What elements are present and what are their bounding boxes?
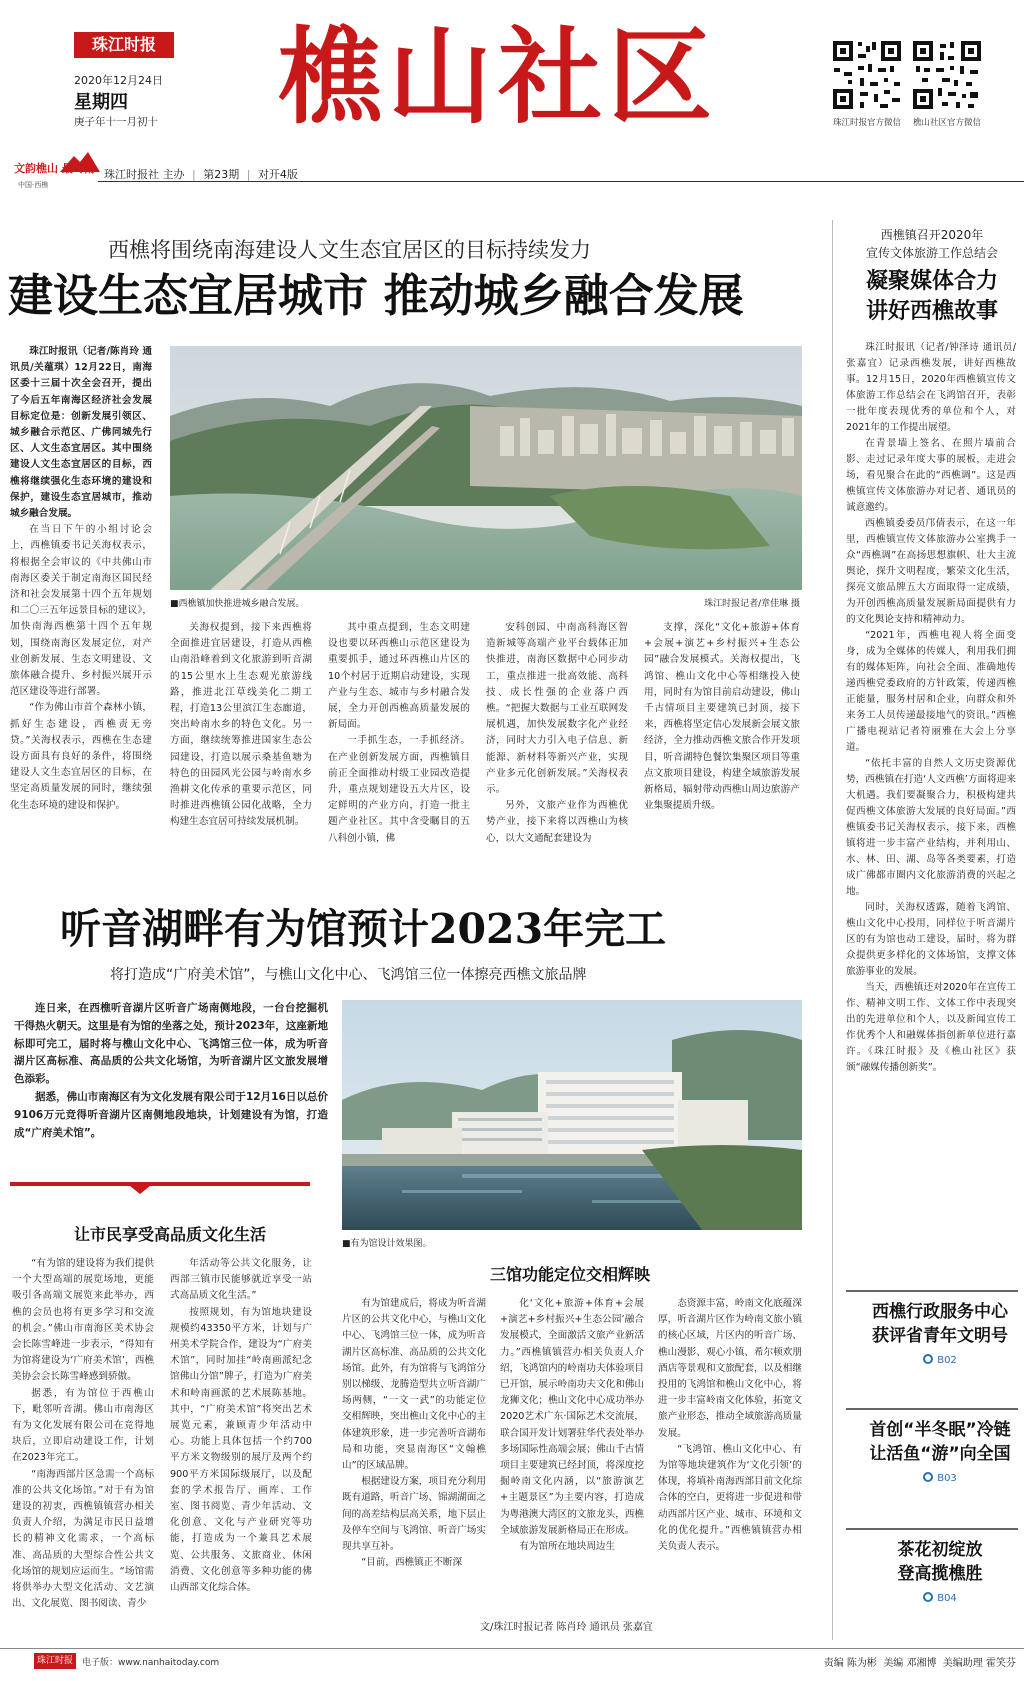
paragraph: 连日来，在西樵听音湖片区听音广场南侧地段，一台台挖掘机干得热火朝天。这里是有为馆的坐落之处，预计2023年，这座新地标即可完工，届时将与樵山文化中心、飞鸿馆三位一体，成为听音湖片区高标准、高品质的公共文化场馆，为听音湖片区文旅发展增色添彩。 [14, 1002, 328, 1086]
section-divider-icon [10, 1176, 310, 1194]
sidebar-kicker [846, 226, 1018, 262]
brief-page-number: B03 [937, 1473, 957, 1484]
article1-body-col2 [170, 620, 312, 850]
paragraph: 根据建设方案，项目充分利用既有道路，听音广场、锦湖湖面之间的高差结构层高关系，地下层止及停车空间与飞鸿馆、听音广场实现共享互补。 [342, 1476, 486, 1553]
qr-code-icon [830, 38, 904, 112]
footer-credits: 责编 陈为彬 美编 邓湘博 美编助理 霍笑芬 [823, 1658, 1016, 1669]
article1-kicker: 西樵将围绕南海建设人文生态宜居区的目标持续发力 [108, 238, 591, 262]
play-icon [923, 1472, 933, 1482]
brief-item[interactable] [862, 1300, 1018, 1366]
sidebar-kicker-line: 宣传文体旅游工作总结会 [865, 246, 998, 260]
sidebar-headline-line: 凝聚媒体合力 [865, 268, 998, 294]
paragraph: 态资源丰富，岭南文化底蕴深厚，听音湖片区作为岭南文旅小镇的核心区域，片区内的听音广场、樵山漫影、观心小镇、希尔顿欢朋酒店等景观和文旅配套，以及相继投用的飞鸿馆和樵山文化中心，将进一步丰富岭南文化体验，拓宽文旅产业形态，推动全域旅游高质量发展。 [658, 1298, 802, 1439]
qr-code-icon [910, 38, 984, 112]
sub1-body-col2 [170, 1256, 312, 1632]
brief-title-line: 获评省青年文明号 [872, 1326, 1008, 1346]
brief-item[interactable] [862, 1538, 1018, 1604]
sub2-body-col1 [342, 1296, 486, 1616]
sub1-title: 让市民享受高品质文化生活 [73, 1225, 266, 1244]
brand-slogan: 文韵樵山 最岭南 [14, 162, 95, 175]
footer-logo: 珠江时报 [34, 1653, 76, 1669]
paragraph: “目前，西樵镇正不断深 [361, 1557, 463, 1569]
paragraph: 按照规划，有为馆地块建设规模约43350平方米，计划与广州美术学院合作，建设为“广府美术馆”，同时加挂“岭南画派纪念馆佛山分馆”牌子，打造为广府美术和岭南画派的艺术展陈基地。其中，“广府美术馆”将突出艺术展览元素，兼顾青少年活动中心。功能上具体包括一个约700平方米文物级别的展厅及两个约900平方米国际级展厅，以及配套的学术报告厅、画库、工作室、图书阅览、青少年活动、文化创意、文化与产业研究等功能，打造成为一个兼具艺术展览、公共服务、文旅商业、休闲消费、文化创意等多种功能的佛山西部文化综合体。 [170, 1306, 312, 1594]
masthead [0, 0, 1024, 158]
sidebar-headline [846, 266, 1018, 326]
paragraph: 有为馆建成后，将成为听音湖片区的公共文化中心，与樵山文化中心、飞鸿馆三位一体，成为听音湖片区高标准、高品质的公共文化场馆。此外，有为馆将与飞鸿馆分别以梯级、龙腾造型共立听音湖广场两侧，“一文一武”的功能定位交相辉映，突出樵山文化中心的主体建筑形象，进一步完善听音湖布局和功能，突显南海区“文翰樵山”的区域品牌。 [342, 1298, 486, 1472]
paragraph: 在青景墙上签名、在照片墙前合影、走过记录年度大事的展板，走进会场，看见聚合在此的“西樵调”。这是西樵镇宣传文体旅游办对记者、通讯员的诚意邀约。 [846, 438, 1016, 513]
paragraph: 关海权提到，接下来西樵将全面推进宜居建设，打造从西樵山南沿峰着到文化旅游到听音湖的15公里水上生态观光旅游线路，推进北江草线美化二期工程，打造13公里滨江生态廊道，突出岭南水乡的特色文化。另一方面，继续统筹推进国家生态公园建设，打造以展示桑基鱼塘为特色的田园风光公园与岭南水乡渔耕文化传承的重要示范区，同时推进西樵镇公园化战略，全力构建生态宜居可持续发展机制。 [170, 622, 312, 828]
article1-photo-credit: 珠江时报记者/章佳琳 摄 [704, 599, 800, 609]
museum-render-photo [342, 1000, 802, 1230]
paragraph: 当天，西樵镇还对2020年在宣传工作、精神文明工作、文体工作中表现突出的先进单位和个人，以及新闻宣传工作优秀个人和融媒体指创新单位进行嘉许。《珠江时报》及《樵山社区》获颁“融媒传播创新奖”。 [846, 982, 1016, 1073]
brief-title-line: 首创“半冬眠”冷链 [869, 1420, 1011, 1440]
brief-page-link[interactable] [862, 1354, 1018, 1366]
issue-number: 第23期 [203, 168, 240, 181]
sub2-body-col3 [658, 1296, 802, 1616]
play-icon [923, 1592, 933, 1602]
issue-weekday: 星期四 [74, 92, 128, 113]
sidebar-headline-line: 讲好西樵故事 [865, 298, 998, 324]
article2-byline: 文/珠江时报记者 陈肖玲 通讯员 张嘉宜 [480, 1622, 653, 1633]
paragraph: “作为佛山市首个森林小镇，抓好生态建设，西樵责无旁贷。”关海权表示，西樵在生态建设方面具有良好的条件，将围绕建设人文生态宜居区的目标，在坚定高质量发展的同时，继续强化生态环境的建设和保护。 [10, 702, 152, 811]
brief-title [862, 1538, 1018, 1586]
paragraph: 一手抓生态，一手抓经济。在产业创新发展方面，西樵镇目前正全面推动村级工业园改造提升，重点规划建设五大片区，设定鲜明的产业方向，打造一批主题产业社区。其中含受瞩目的五八科创小镇，佛 [328, 735, 470, 844]
brief-divider [846, 1290, 1018, 1292]
article2-lead [14, 1000, 328, 1170]
article2-subhead: 将打造成“广府美术馆”，与樵山文化中心、飞鸿馆三位一体擦亮西樵文旅品牌 [110, 967, 587, 983]
paragraph: 支撑，深化“文化+旅游+体育+会展+演艺+乡村振兴+生态公园”融合发展模式。关海权提出，飞鸿馆、樵山文化中心等相继投入使用，同时有为馆目前启动建设，佛山千古情项目主要建筑已封顶，接下来，西樵将坚定信心发展新会展文旅经济，全力推动西樵文旅合作开发项目，听音湖特色餐饮集聚区项目等重点文旅项目建设，构建全域旅游发展新格局，辐射带动西樵山周边旅游产业集聚提质升级。 [644, 622, 800, 812]
paragraph: “2021年，西樵电视人将全面变身，成为全媒体的传媒人，利用我们拥有的媒体矩阵，向社会全面、准确地传递西樵党委政府的方针政策，传递西樵正能量，服务村居和企业，向群众和外来务工人员传递最接地气的资讯。”西樵广播电视站记者符丽雅在大会上分享道。 [846, 630, 1016, 753]
sub1-body-col1 [12, 1256, 154, 1632]
article2-headline: 听音湖畔有为馆预计2023年完工 [60, 905, 667, 953]
brief-title [862, 1418, 1018, 1466]
sub2-body-col2 [500, 1296, 644, 1616]
sidebar-kicker-line: 西樵镇召开2020年 [880, 228, 984, 242]
sidebar-rule [832, 220, 833, 1640]
brief-title-line: 登高揽樵胜 [897, 1564, 983, 1584]
paragraph: 年活动等公共文化服务，让西部三镇市民能够就近享受一站式高品质文化生活。” [170, 1258, 312, 1302]
paper-logo: 珠江时报 [74, 32, 174, 58]
paragraph: 化‘文化+旅游+体育+会展+演艺+乡村振兴+生态公园’融合发展模式，全面激活文旅产业新活力。”西樵镇镇营办相关负责人介绍，飞鸿馆内的岭南功夫体验项目已开馆，展示岭南功夫文化和佛山龙狮文化；樵山文化中心成功举办2020艺术广东·国际艺术交流展，联合国开发计划署驻华代表处举办多场国际性高端会展；佛山千古情项目主要建筑已经封顶，将深度挖掘岭南文化内涵，以“旅游演艺+主题景区”为主要内容，打造成为粤港澳大湾区的文旅龙头，西樵全域旅游发展新格局正在形成。 [500, 1298, 644, 1536]
qr-caption: 珠江时报官方微信 [832, 118, 901, 128]
paragraph: “飞鸿馆、樵山文化中心、有为馆等地块建筑作为‘文化引领’的体现，将填补南海西部目前文化综合体的空白，更将进一步促进和带动西部片区产业、城市、环境和文化的优化提升。”西樵镇镇营办相关负责人表示。 [658, 1443, 802, 1553]
paragraph: “依托丰富的自然人文历史资源优势，西樵镇在打造‘人文西樵’方面将迎来大机遇。我们要凝聚合力，积极构建共促西樵文体旅游大发展的良好局面。”西樵镇委书记关海权表示，接下来，西樵镇将进一步丰富产业结构，并利用山、水、林、田、湖、岛等各类要素，打造成广佛都市圈内文化旅游消费的兴起之地。 [846, 758, 1016, 897]
paragraph: 在当日下午的小组讨论会上，西樵镇委书记关海权表示，将根据全会审议的《中共佛山市南海区委关于制定南海区国民经济和社会发展第十四个五年规划和二〇三五年远景目标的建议》，加快南海西樵第十四个五年规划，围绕南海区发展定位，对产业创新发展、生态文明建设、文旅体融合提升、乡村振兴展开示范区建设等进行部署。 [10, 524, 152, 698]
brand-logo [14, 150, 98, 198]
brief-page-number: B04 [937, 1593, 957, 1604]
aerial-city-photo [170, 346, 802, 590]
paragraph: “南海西部片区急需一个高标准的公共文化场馆。”对于有为馆建设的初衷，西樵镇镇营办相关负责人介绍，为满足市民日益增长的精神文化需求，一个高标准、高品质的大型综合性公共文化场馆的规划应运而生。“场馆需将供举办大型文化活动、文艺演出、文化展览、图书阅读、青少 [12, 1468, 154, 1610]
brief-page-link[interactable] [862, 1592, 1018, 1604]
paragraph: 据悉，佛山市南海区有为文化发展有限公司于12月16日以总价9106万元竞得听音湖片区南侧地段地块，计划建设有为馆，打造成“广府美术馆”。 [14, 1090, 328, 1139]
issue-date: 2020年12月24日 [74, 74, 163, 87]
paragraph: 安科创园、中南高科海区智造新城等高端产业平台载体正加快推进，南海区数据中心同步动工，重点推进一批高效能、高科技、成长性强的企业落户西樵。“把握大数据与工业互联网发展机遇，加快发展数字化产业经济，同时大力引入电子信息、新能源、新材料等新兴产业，实现产业多元化创新发展。”关海权表示。 [486, 622, 628, 796]
footer-rule [0, 1648, 1024, 1649]
paragraph: 有为馆所在地块周边生 [519, 1541, 616, 1553]
paragraph: 珠江时报讯（记者/陈肖玲 通讯员/关蕴琪）12月22日，南海区委十三届十次全会召开，提出了今后五年南海区经济社会发展目标定位是：创新发展引领区、城乡融合示范区、广佛同城先行区、人文生态宜居区。其中围绕建设人文生态宜居区的目标，西樵将继续强化生态环境的建设和保护，建设生态宜居城市，推动城乡融合发展。 [10, 346, 152, 520]
article1-headline: 建设生态宜居城市 推动城乡融合发展 [8, 269, 744, 322]
footer-url[interactable]: 电子版：www.nanhaitoday.com [82, 1658, 220, 1668]
brief-title-line: 西樵行政服务中心 [872, 1302, 1008, 1322]
article1-body-col5 [644, 620, 800, 850]
brief-divider [846, 1528, 1018, 1530]
paragraph: 同时，关海权透露，随着飞鸿馆、樵山文化中心投用，同样位于听音湖片区的有为馆也动工建设，届时，将为群众提供更多样化的文体场馆，支撑文体旅游事业的发展。 [846, 902, 1016, 977]
sidebar-body [846, 340, 1016, 1240]
publisher: 珠江时报社 主办 [104, 168, 185, 181]
brief-divider [846, 1408, 1018, 1410]
paragraph: “有为馆的建设将为我们提供一个大型高端的展览场地，更能吸引各高端文展览来此举办，西樵的会员也将有更多学习和交流的机会。”佛山市南海区美术协会会长陈雪峰进一步表示，“得知有为馆将建设为‘广府美术馆’，西樵美协会会长陈雪峰感到骄傲。 [12, 1258, 154, 1383]
brief-item[interactable] [862, 1418, 1018, 1484]
brief-title-line: 让活鱼“游”向全国 [869, 1444, 1011, 1464]
newspaper-title: 樵山社区 [278, 15, 719, 138]
paragraph: 西樵镇委委员邝倩表示，在这一年里，西樵镇宣传文体旅游办公室携手一众“西樵调”在高扬思想旗帜、壮大主流舆论，探升文明程度，繁荣文化生活，探亮文旅品牌五大方面取得一定成绩，为开创西樵高质量发展新局面提供有力的文化舆论支持和精神动力。 [846, 518, 1016, 625]
brand-sub: 中国·西樵 [18, 181, 49, 189]
article1-photo-caption: ■西樵镇加快推进城乡融合发展。 [170, 599, 305, 609]
paragraph: 珠江时报讯（记者/钟泽诗 通讯员/张嘉宜）记录西樵发展，讲好西樵故事。12月15日，2020年西樵镇宣传文体旅游工作总结会在飞鸿馆召开，表彰一批年度表现优秀的单位和个人，对2021年的工作提出展望。 [846, 342, 1016, 433]
article1-body-col4 [486, 620, 628, 850]
edition-info: 珠江时报社 主办 | 第23期 | 对开4版 [104, 168, 298, 181]
play-icon [923, 1354, 933, 1364]
article2-photo-caption: ■有为馆设计效果图。 [342, 1239, 432, 1249]
brief-page-link[interactable] [862, 1472, 1018, 1484]
sub2-title: 三馆功能定位交相辉映 [489, 1265, 650, 1284]
paragraph: 据悉，有为馆位于西樵山下，毗邻听音湖。佛山市南海区有为文化发展有限公司在竞得地块后，立即启动建设工作，计划在2023年完工。 [12, 1387, 154, 1464]
qr-caption: 樵山社区官方微信 [912, 118, 981, 128]
brief-title-line: 茶花初绽放 [897, 1540, 983, 1560]
article1-body-col3 [328, 620, 470, 850]
page-count: 对开4版 [257, 168, 298, 181]
article1-body-col1 [10, 344, 152, 852]
paragraph: 另外，文旅产业作为西樵优势产业，接下来将以西樵山为核心，以大文通配套建设为 [486, 800, 628, 844]
brief-title [862, 1300, 1018, 1348]
brief-page-number: B02 [937, 1355, 957, 1366]
issue-lunar-date: 庚子年十一月初十 [74, 116, 158, 128]
paragraph: 其中重点提到，生态文明建设也要以环西樵山示范区建设为重要抓手，通过环西樵山片区的10个村居于近期启动建设，实现产业与生态、城市与乡村融合发展，全力开创西樵高质量发展的新局面。 [328, 622, 470, 731]
